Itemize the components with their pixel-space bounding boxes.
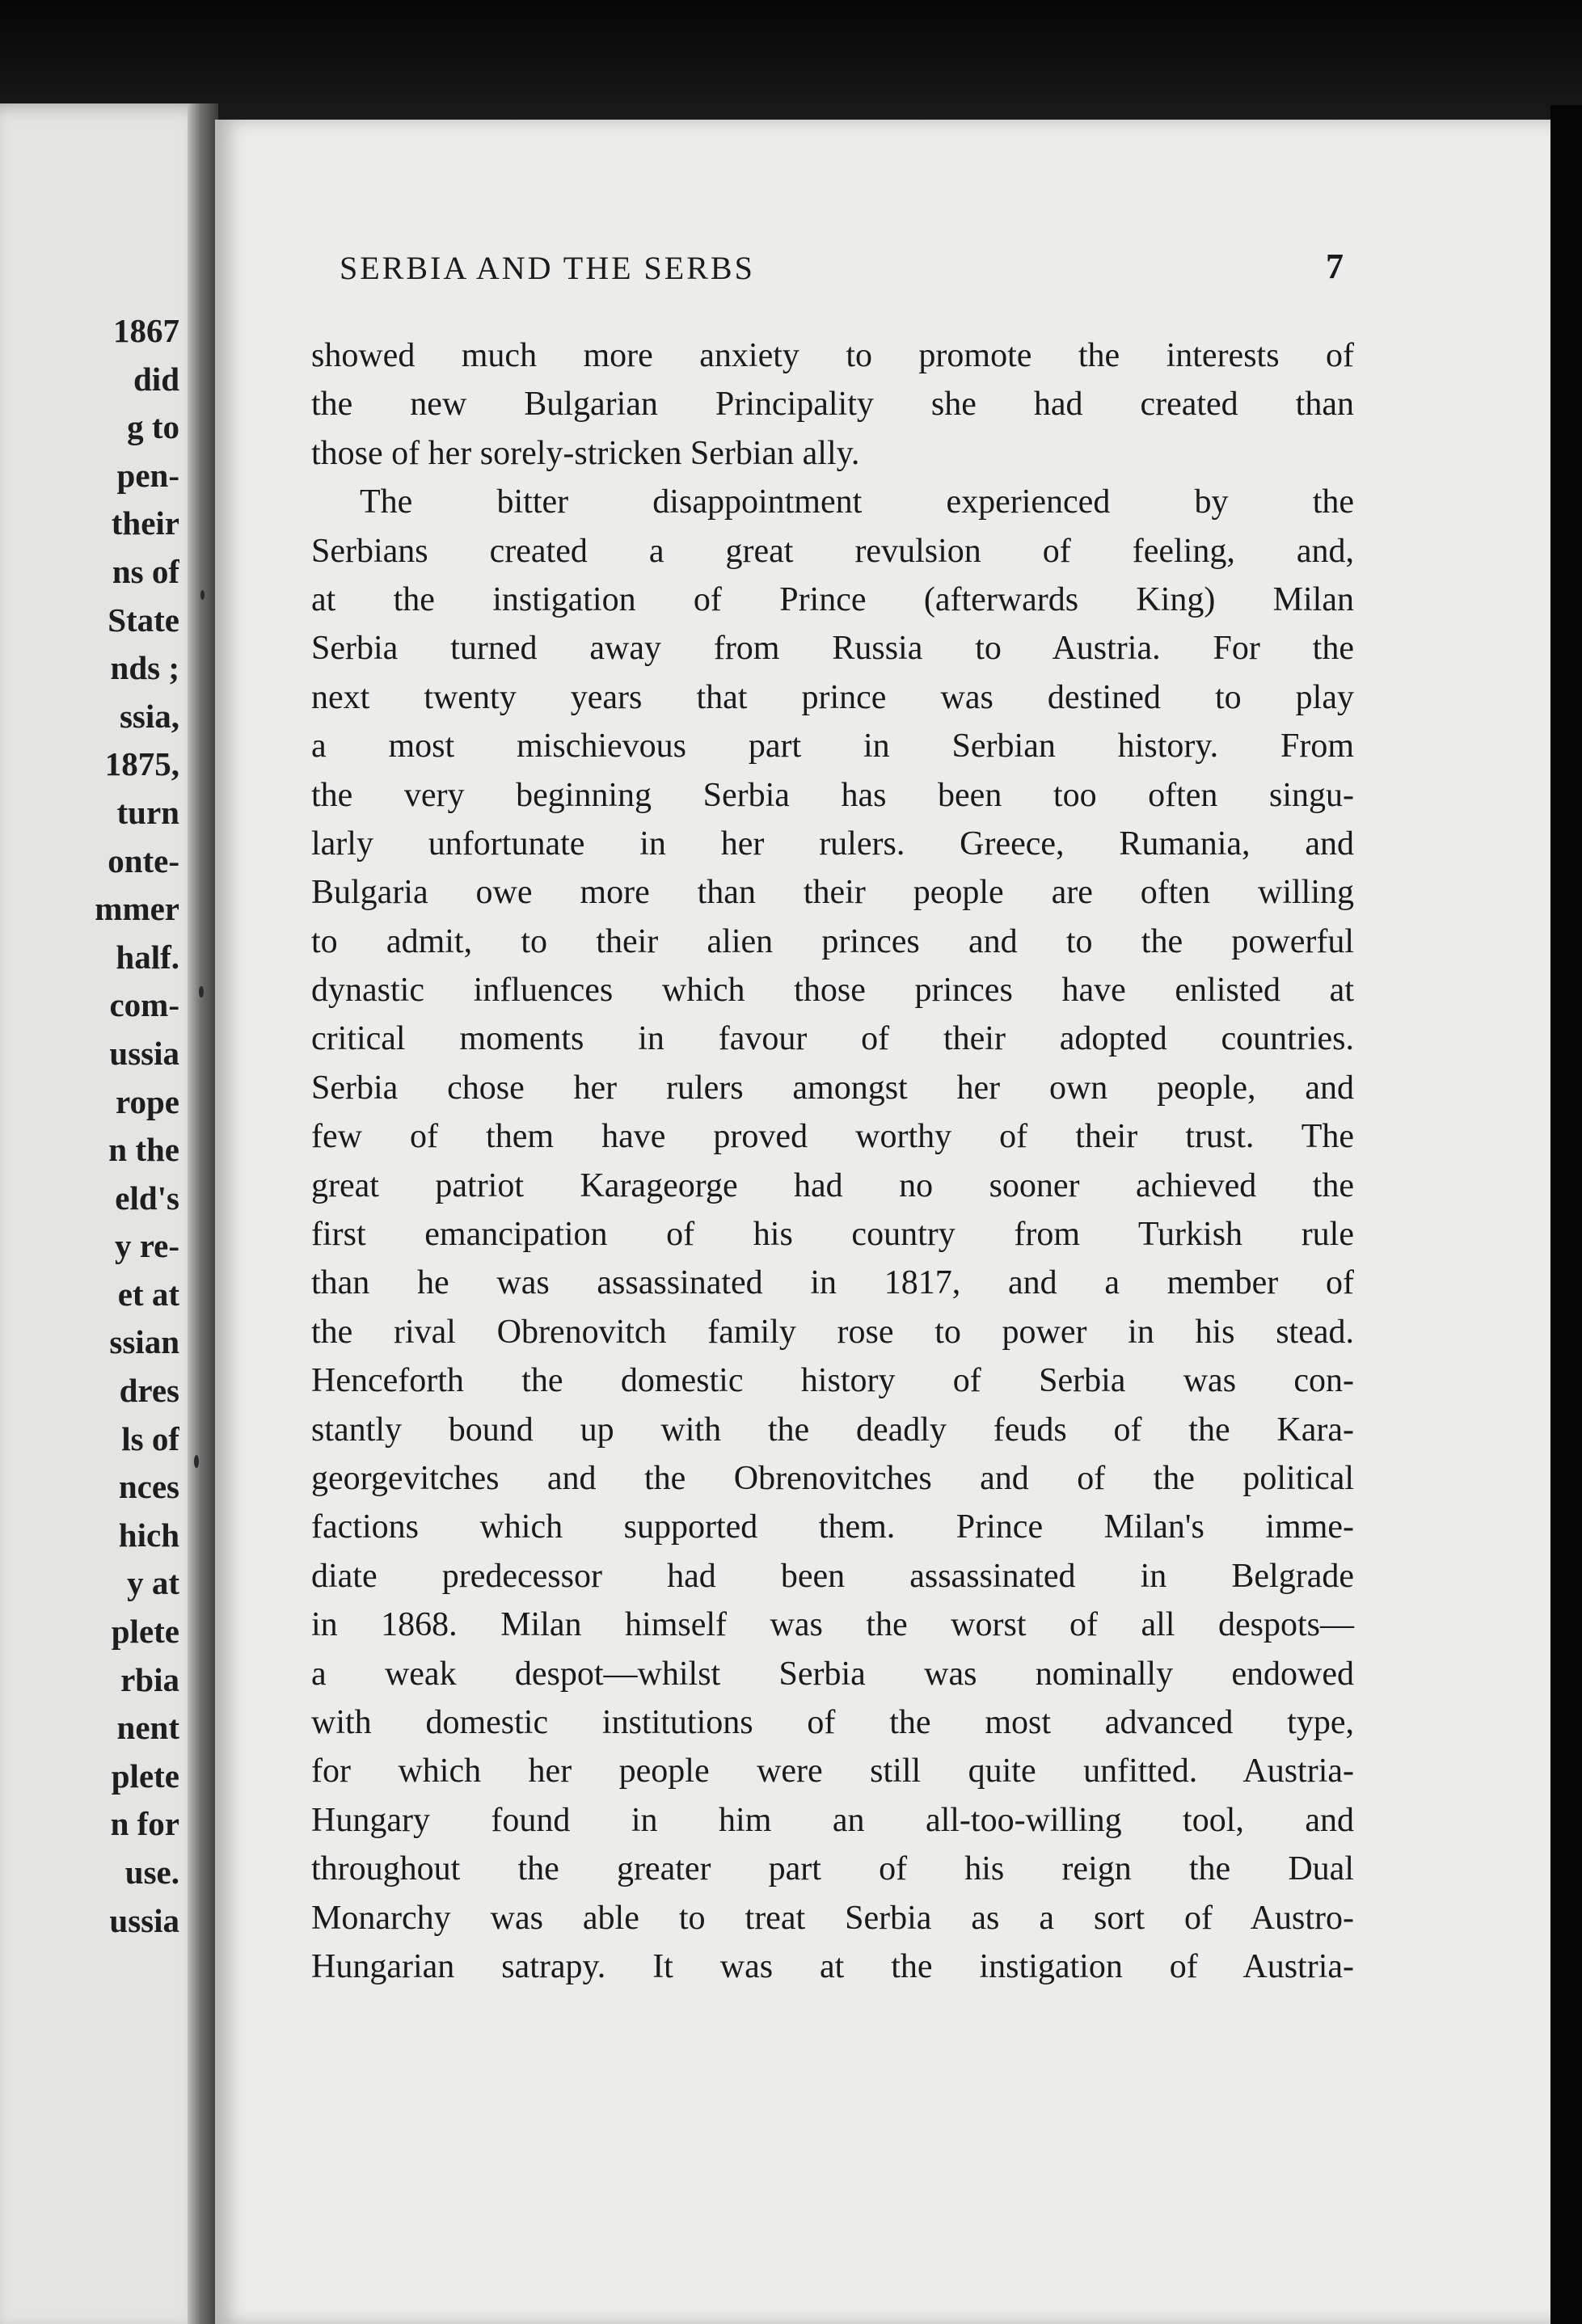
text-line: first emancipation of his country from Turkish rule xyxy=(311,1216,1354,1254)
text-line: The bitter disappointment experienced by the xyxy=(360,483,1354,521)
text-line: those of her sorely-stricken Serbian ally. xyxy=(311,434,860,472)
scan-top-shadow xyxy=(0,0,1582,129)
margin-speck xyxy=(200,590,205,600)
text-line: Hungary found in him an all-too-willing tool, and xyxy=(311,1801,1354,1839)
body-text xyxy=(311,331,1354,1991)
left-line: ls of xyxy=(121,1419,179,1457)
text-line: factions which supported them. Prince Milan's imme- xyxy=(311,1508,1354,1546)
text-line: to admit, to their alien princes and to the powerful xyxy=(311,922,1354,960)
text-line: the very beginning Serbia has been too often singu- xyxy=(311,776,1354,814)
text-line: with domestic institutions of the most advanced type, xyxy=(311,1703,1354,1741)
left-line: n the xyxy=(108,1131,179,1169)
left-line: rope xyxy=(116,1082,179,1120)
text-line: showed much more anxiety to promote the interests of xyxy=(311,337,1354,374)
text-line: larly unfortunate in her rulers. Greece, Rumania, and xyxy=(311,825,1354,863)
left-line: plete xyxy=(111,1757,179,1795)
text-line: the new Bulgarian Principality she had created than xyxy=(311,386,1354,424)
text-line: next twenty years that prince was destined to play xyxy=(311,678,1354,716)
text-line: diate predecessor had been assassinated in Belgrade xyxy=(311,1557,1354,1595)
text-line: for which her people were still quite unfitted. Austria- xyxy=(311,1752,1354,1790)
left-line: ussia xyxy=(109,1901,179,1939)
left-line: half. xyxy=(116,938,179,976)
page-number: 7 xyxy=(1326,247,1344,286)
text-line: at the instigation of Prince (afterwards King) Milan xyxy=(311,580,1354,618)
left-line: use. xyxy=(124,1854,179,1891)
left-line: ussia xyxy=(109,1034,179,1072)
left-line: eld's xyxy=(115,1179,179,1217)
margin-speck xyxy=(199,986,204,998)
left-line: y at xyxy=(127,1564,179,1602)
left-line: nent xyxy=(116,1709,179,1747)
left-line: their xyxy=(111,504,179,542)
text-line: critical moments in favour of their adopted countries. xyxy=(311,1020,1354,1058)
text-line: Serbians created a great revulsion of feeling, and, xyxy=(311,532,1354,570)
text-line: Serbia turned away from Russia to Austria. For the xyxy=(311,630,1354,668)
left-line: y re- xyxy=(114,1227,179,1265)
left-line: turn xyxy=(116,793,179,831)
text-line: a most mischievous part in Serbian history. From xyxy=(311,728,1354,766)
text-line: the rival Obrenovitch family rose to power in his stead. xyxy=(311,1313,1354,1351)
left-line: ssian xyxy=(109,1323,179,1361)
text-line: Monarchy was able to treat Serbia as a sort of Austro- xyxy=(311,1899,1354,1937)
text-line: great patriot Karageorge had no sooner achieved the xyxy=(311,1166,1354,1204)
left-line: mmer xyxy=(95,890,179,928)
running-head: SERBIA AND THE SERBS xyxy=(340,250,755,286)
left-line: hich xyxy=(118,1516,179,1554)
text-line: dynastic influences which those princes have enlisted at xyxy=(311,972,1354,1010)
text-line: throughout the greater part of his reign the Dual xyxy=(311,1850,1354,1888)
left-line: ns of xyxy=(112,552,179,590)
left-line: 1875, xyxy=(104,745,179,783)
left-line: et at xyxy=(117,1275,179,1313)
left-line: com- xyxy=(109,986,179,1024)
text-line: a weak despot—whilst Serbia was nominally endowed xyxy=(311,1655,1354,1693)
left-line: n for xyxy=(110,1805,179,1843)
left-line: pen- xyxy=(116,456,179,494)
left-line: 1867 xyxy=(113,312,179,349)
text-line: georgevitches and the Obrenovitches and of the political xyxy=(311,1459,1354,1497)
left-line: did xyxy=(133,360,179,398)
text-line: Bulgaria owe more than their people are often willing xyxy=(311,874,1354,912)
text-line: Henceforth the domestic history of Serbia was con- xyxy=(311,1362,1354,1400)
scan-right-shadow xyxy=(1550,105,1582,2324)
left-line: nces xyxy=(118,1468,179,1506)
text-line: few of them have proved worthy of their trust. The xyxy=(311,1118,1354,1156)
left-line: nds ; xyxy=(110,649,179,687)
text-line: Serbia chose her rulers amongst her own people, and xyxy=(311,1069,1354,1107)
text-line: in 1868. Milan himself was the worst of all despots— xyxy=(311,1606,1354,1644)
left-line: State xyxy=(108,601,179,639)
text-line: than he was assassinated in 1817, and a member of xyxy=(311,1264,1354,1302)
left-line: dres xyxy=(119,1372,179,1410)
left-line: plete xyxy=(111,1613,179,1651)
margin-speck xyxy=(194,1455,199,1468)
left-line: onte- xyxy=(108,841,179,879)
left-line: rbia xyxy=(120,1660,179,1698)
text-line: stantly bound up with the deadly feuds of the Kara- xyxy=(311,1411,1354,1449)
left-line: g to xyxy=(127,408,179,446)
book-gutter xyxy=(188,103,218,2324)
left-line: ssia, xyxy=(119,697,179,735)
left-page-text xyxy=(0,307,179,1945)
text-line: Hungarian satrapy. It was at the instigation of Austria- xyxy=(311,1947,1354,1985)
